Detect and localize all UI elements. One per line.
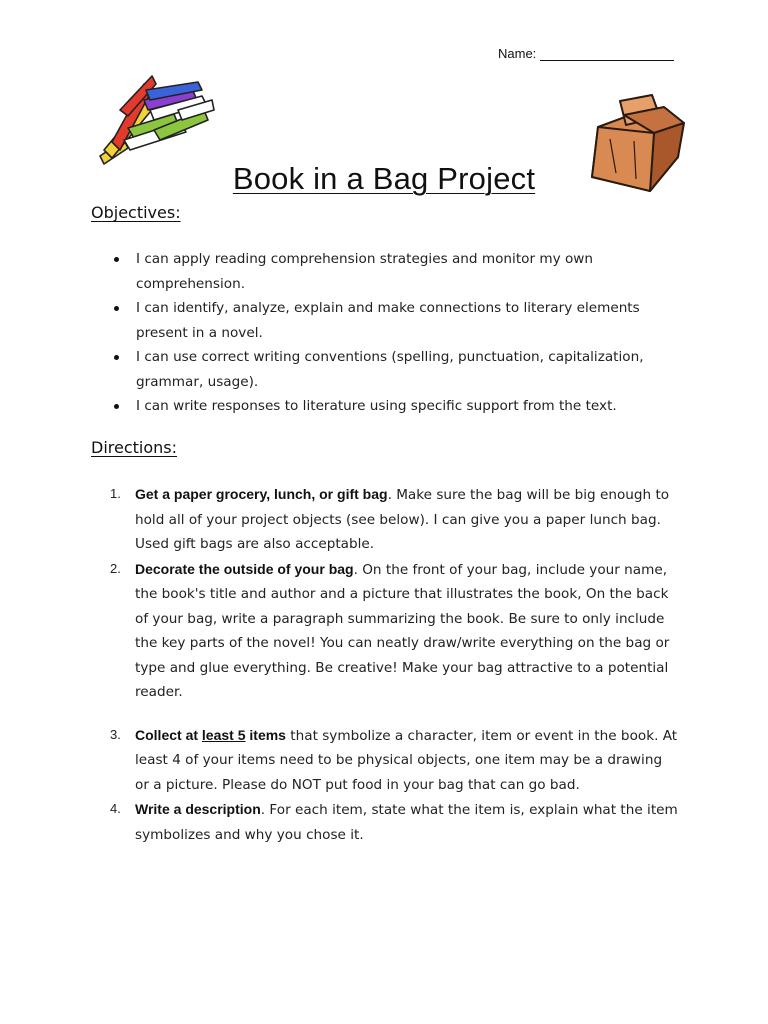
bullet-icon [114,257,119,262]
list-item [110,557,680,705]
item-text: . For each item, state what the item is, explain what the item symbolizes and why you chose it. [135,802,678,843]
bullet-icon [114,404,119,409]
list-item: I can apply reading comprehension strategies and monitor my own comprehension. [112,247,682,296]
item-number: 1. [110,486,121,501]
underlined-emphasis: least 5 [201,726,246,743]
list-item: I can use correct writing conventions (spelling, punctuation, capitalization, grammar, usage). [112,345,682,394]
list-item [110,723,680,798]
objectives-heading: Objectives: [91,203,181,222]
name-blank-line[interactable] [540,47,674,61]
list-item: I can identify, analyze, explain and make connections to literary elements present in a novel. [112,296,682,345]
item-title: Collect at least 5 items [135,726,286,743]
list-item [110,482,680,557]
item-number: 4. [110,801,121,816]
list-item [110,797,680,847]
name-field[interactable] [498,46,674,61]
item-title: Get a paper grocery, lunch, or gift bag [135,486,388,502]
item-title: Decorate the outside of your bag [135,560,354,577]
directions-heading: Directions: [91,438,178,457]
objectives-list [112,247,682,419]
directions-list [110,482,680,847]
item-number: 3. [110,726,121,742]
list-item: I can write responses to literature using specific support from the text. [112,394,682,419]
item-title: Write a description [135,801,261,817]
item-text: . On the front of your bag, include your name, the book's title and author and a picture that illustrates the book, On the back of your bag, write a paragraph summarizing the book. Be sure to only include the key parts of the novel! You can neatly draw/write everything on the bag or type and glue everything. Be creative! Make your bag attractive to a potential reader. [135,561,670,700]
page-title: Book in a Bag Project [232,160,536,196]
item-number: 2. [110,560,121,576]
name-label: Name: [498,46,537,61]
item-text: that symbolize a character, item or event in the book. At least 4 of your items need to be physical objects, one item may be a drawing or a picture. Please do NOT put food in your bag that can go bad. [135,727,678,793]
item-text: . Make sure the bag will be big enough to hold all of your project objects (see below). I can give you a paper lunch bag. Used gift bags are also acceptable. [135,487,670,552]
books-illustration [94,70,218,170]
bullet-icon [114,355,119,360]
bullet-icon [114,306,119,311]
